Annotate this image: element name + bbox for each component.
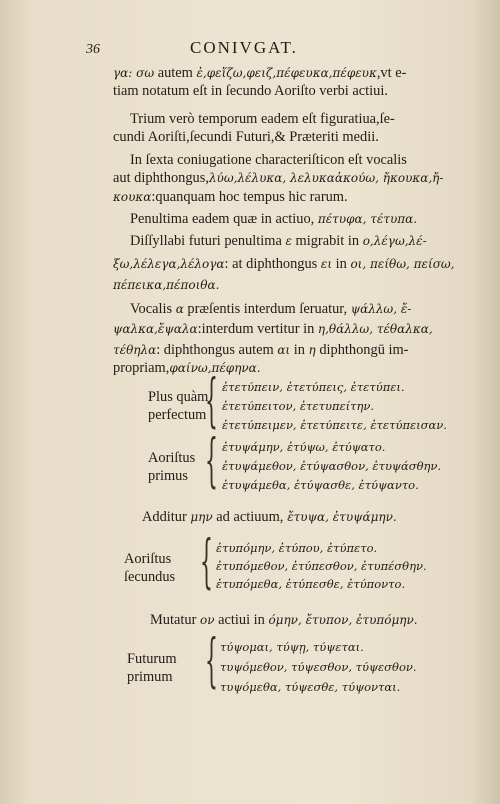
text-line-10 — [113, 255, 455, 273]
curly-brace-icon: { — [205, 366, 218, 434]
text-line-7-span-0: κουκα — [113, 190, 152, 204]
text-line-14-span-1: : diphthongus autem — [156, 342, 278, 358]
text-line-1 — [113, 64, 406, 82]
note-2-span-1: ον — [199, 613, 215, 627]
note-line-1 — [142, 508, 397, 526]
text-line-10-span-4: οι, πείθω, πείσω, — [350, 257, 455, 271]
note-2-span-2: actiui in — [214, 612, 269, 628]
text-line-15-span-1: φαίνω,πέφηνα. — [169, 361, 261, 375]
text-line-9-span-0: Diſſyllabi futuri penultima — [130, 233, 286, 249]
text-line-12-span-2: præſentis interdum ſeruatur, — [183, 301, 351, 317]
text-line-4 — [113, 128, 379, 146]
text-line-13-span-1: :interdum vertitur in — [197, 321, 318, 337]
text-line-3-span-0: Trium verò temporum eadem eſt figuratiua,ſe- — [130, 111, 395, 127]
text-line-10-span-3: in — [332, 256, 351, 272]
paradigm-label-line: Aoriſtus — [148, 450, 196, 466]
text-line-1-span-3: ,vt e- — [376, 65, 407, 81]
text-line-9-span-3: ο,λέγω,λέ- — [362, 234, 427, 248]
text-line-10-span-1: : at diphthongus — [224, 256, 321, 272]
paradigm-form: ἐτυψάμεθον, ἐτύψασθον, ἐτυψάσθην. — [222, 459, 442, 473]
paradigm-label-4 — [127, 650, 177, 686]
text-line-14-span-4: η — [308, 343, 316, 357]
paradigm-form: ἐτετύπειμεν, ἐτετύπειτε, ἐτετύπεισαν. — [222, 418, 447, 432]
text-line-9-span-2: migrabit in — [291, 233, 363, 249]
text-line-12 — [130, 300, 411, 318]
paradigm-label-line: ſecundus — [124, 569, 176, 585]
text-line-10-span-0: ξω,λέλεγα,λέλογα — [113, 257, 225, 271]
text-line-10-span-2: ει — [320, 257, 333, 271]
text-line-12-span-0: Vocalis — [130, 301, 176, 317]
text-line-8 — [130, 210, 417, 228]
text-line-15 — [113, 359, 261, 377]
paradigm-form: ἐτυψάμεθα, ἐτύψασθε, ἐτύψαντο. — [222, 478, 419, 492]
note-1-span-0: Additur — [142, 509, 191, 525]
text-line-3 — [130, 110, 395, 128]
running-head: CONIVGAT. — [190, 38, 298, 57]
curly-brace-icon: { — [200, 527, 213, 595]
paradigm-form: ἐτετύπειτον, ἐτετυπείτην. — [222, 399, 375, 413]
text-line-9 — [130, 232, 427, 250]
text-line-15-span-0: propriam, — [113, 360, 170, 376]
paradigm-form: ἐτυπόμεθα, ἐτύπεσθε, ἐτύποντο. — [216, 577, 406, 591]
text-line-14-span-0: τέθηλα — [113, 343, 157, 357]
paradigm-label-line: primum — [127, 669, 173, 685]
text-line-7-span-1: :quanquam hoc tempus hic rarum. — [151, 189, 348, 205]
paradigm-form: τυψόμεθον, τύψεσθον, τύψεσθον. — [220, 660, 417, 674]
text-line-4-span-0: cundi Aoriſti,ſecundi Futuri,& Præteriti medii. — [113, 129, 379, 145]
text-line-9-span-1: ε — [285, 234, 292, 248]
text-line-6-span-1: λύω,λέλυκα, λελυκαἀκούω, ἤκουκα,ἤ- — [208, 171, 444, 185]
text-line-2 — [113, 82, 388, 100]
text-line-11-span-0: πέπεικα,πέποιθα. — [113, 278, 220, 292]
paradigm-form: τύψομαι, τύψῃ, τύψεται. — [220, 640, 364, 654]
note-2-span-3: όμην, ἔτυπον, ἐτυπόμην. — [268, 613, 418, 627]
text-line-8-span-0: Penultima eadem quæ in actiuo, — [130, 211, 318, 227]
text-line-14 — [113, 341, 408, 359]
text-line-7 — [113, 188, 348, 206]
paradigm-form: ἐτυπόμεθον, ἐτύπεσθον, ἐτυπέσθην. — [216, 559, 427, 573]
paradigm-form: ἐτετύπειν, ἐτετύπεις, ἐτετύπει. — [222, 380, 405, 394]
text-line-6 — [113, 169, 443, 187]
paradigm-form: ἐτυψάμην, ἐτύψω, ἐτύψατο. — [222, 440, 386, 454]
page-number: 36 — [86, 42, 100, 57]
note-line-2 — [150, 611, 418, 629]
text-line-14-span-3: in — [290, 342, 309, 358]
paradigm-label-2 — [148, 449, 195, 485]
text-line-13 — [113, 320, 433, 338]
note-2-span-0: Mutatur — [150, 612, 200, 628]
text-line-5 — [130, 151, 407, 169]
paradigm-label-line: perfectum — [148, 407, 207, 423]
text-line-12-span-1: α — [175, 302, 184, 316]
text-line-1-span-0: γα: σω — [113, 66, 155, 80]
paradigm-form: τυψόμεθα, τύψεσθε, τύψονται. — [220, 680, 401, 694]
paradigm-label-line: primus — [148, 468, 188, 484]
text-line-11 — [113, 276, 219, 294]
text-line-1-span-2: ἐ,φεἴζω,φειζ,πέφευκα,πέφευκ — [196, 66, 377, 80]
text-line-14-span-2: αι — [277, 343, 291, 357]
curly-brace-icon: { — [205, 426, 218, 494]
text-line-5-span-0: In ſexta coniugatione characteriſticon eſt vocalis — [130, 152, 407, 168]
text-line-8-span-1: πέτυφα, τέτυπα. — [317, 212, 418, 226]
paradigm-label-line: Aoriſtus — [124, 551, 172, 567]
paradigm-form: ἐτυπόμην, ἐτύπου, ἐτύπετο. — [216, 541, 378, 555]
text-line-13-span-2: η,θάλλω, τέθαλκα, — [317, 322, 433, 336]
text-line-14-span-5: diphthongū im- — [315, 342, 409, 358]
text-line-2-span-0: tiam notatum eſt in ſecundo Aoriſto verbi actiui. — [113, 83, 388, 99]
text-line-6-span-0: aut diphthongus, — [113, 170, 209, 186]
text-line-12-span-3: ψάλλω, ἔ- — [350, 302, 412, 316]
paradigm-label-3 — [124, 550, 175, 586]
note-1-span-2: ad actiuum, — [212, 509, 284, 525]
paradigm-label-1 — [148, 388, 208, 424]
curly-brace-icon: { — [205, 626, 218, 694]
note-1-span-3: ἔτυψα, ἐτυψάμην. — [283, 510, 397, 524]
text-line-13-span-0: ψαλκα,ἔψαλα — [113, 322, 198, 336]
text-line-1-span-1: autem — [154, 65, 197, 81]
note-1-span-1: μην — [190, 510, 213, 524]
paradigm-label-line: Plus quàm — [148, 389, 209, 405]
paradigm-label-line: Futurum — [127, 651, 177, 667]
